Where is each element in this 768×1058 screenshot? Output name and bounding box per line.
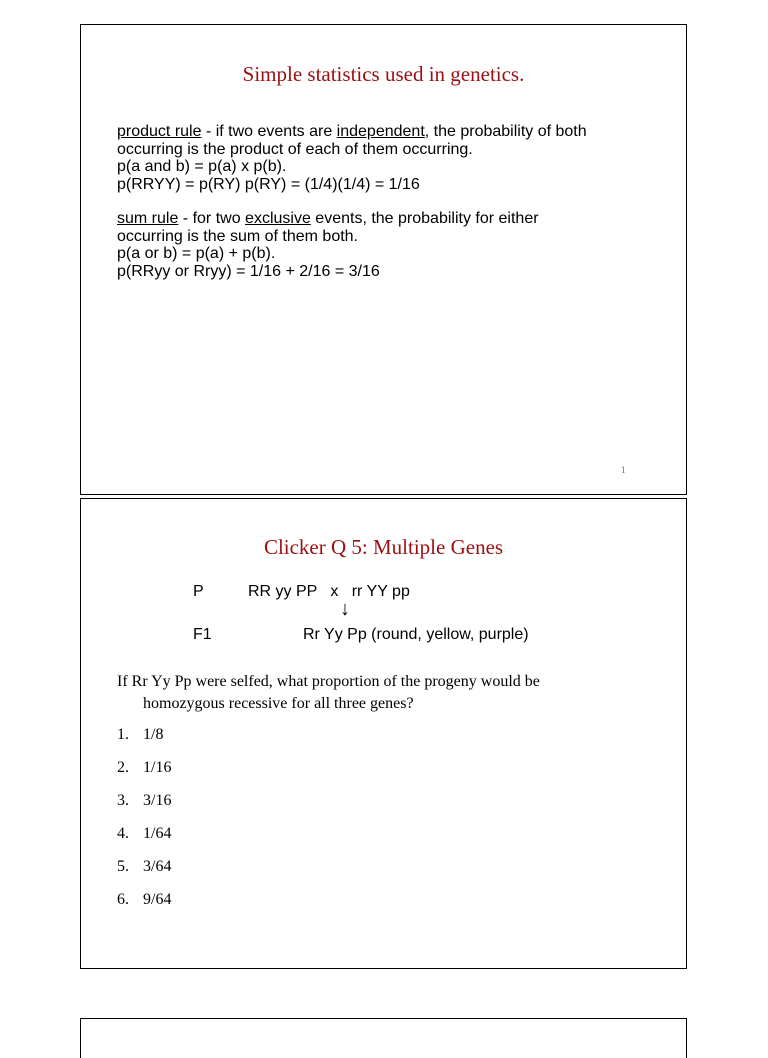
sum-rule-paragraph: sum rule - for two exclusive events, the probability for either occurring is the sum of them both. p(a or b) = p(a) + p(b). p(RRyy or Rryy) = 1/16 + 2/16 = 3/16 (117, 210, 667, 280)
parental-label: P (193, 583, 204, 600)
answer-option: 5. 3/64 (117, 858, 172, 875)
answer-options (117, 725, 171, 923)
slide-body (117, 123, 667, 297)
sum-rule-formula: p(a or b) = p(a) + p(b). (117, 245, 276, 262)
sum-rule-line: occurring is the sum of them both. (117, 227, 358, 245)
product-rule-example: p(RRYY) = p(RY) p(RY) = (1/4)(1/4) = 1/16 (117, 175, 420, 193)
slide-3-partial (80, 1018, 687, 1058)
product-rule-line: occurring is the product of each of them occurring. (117, 140, 473, 158)
answer-option: 2. 1/16 (117, 759, 172, 776)
answer-option: 4. 1/64 (117, 825, 172, 842)
exclusive-keyword: exclusive (245, 210, 311, 227)
answer-option: 3. 3/16 (117, 792, 172, 809)
product-rule-paragraph: product rule - if two events are independent, the probability of both occurring is the product of each of them occurring. p(a and b) = p(a) x p(b). p(RRYY) = p(RY) p(RY) = (1/4)(1/4) = 1/16 (117, 123, 667, 193)
question-text: If Rr Yy Pp were selfed, what proportion of the progeny would be homozygous recessive for all three genes? (117, 673, 540, 712)
parental-cross: RR yy PP x rr YY pp (248, 583, 410, 600)
sum-rule-term: sum rule (117, 210, 179, 227)
f1-genotype: Rr Yy Pp (round, yellow, purple) (303, 626, 529, 643)
page-number: 1 (621, 465, 626, 475)
slide-2 (80, 498, 687, 969)
product-rule-term: product rule (117, 123, 202, 140)
slide-1 (80, 24, 687, 495)
product-rule-formula: p(a and b) = p(a) x p(b). (117, 158, 287, 175)
slide-title: Simple statistics used in genetics. (242, 62, 525, 86)
f1-label: F1 (193, 626, 212, 643)
down-arrow-icon: ↓ (340, 598, 350, 620)
sum-rule-example: p(RRyy or Rryy) = 1/16 + 2/16 = 3/16 (117, 262, 380, 280)
slide-title: Clicker Q 5: Multiple Genes (263, 535, 504, 559)
independent-keyword: independent (336, 123, 425, 140)
answer-option: 6. 9/64 (117, 891, 172, 908)
answer-option: 1. 1/8 (117, 726, 164, 743)
